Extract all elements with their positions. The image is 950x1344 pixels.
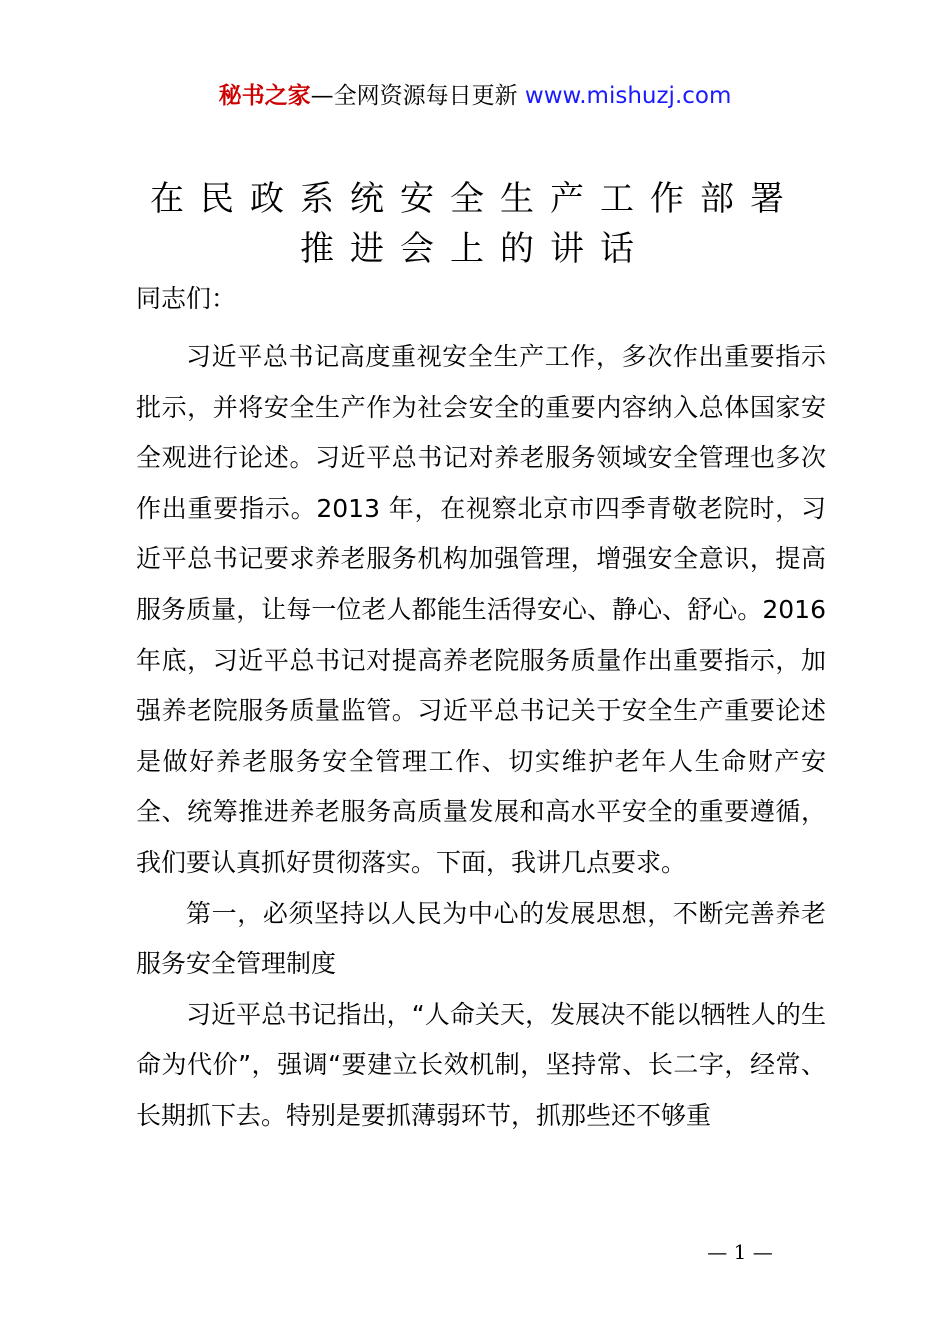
body-paragraph-3: 习近平总书记指出，“人命关天，发展决不能以牺牲人的生命为代价”，强调“要建立长效机制，坚持常、长二字，经常、长期抓下去。特别是要抓薄弱环节，抓那些还不够重 <box>136 999 826 1130</box>
document-title-line-2: 推进会上的讲话 <box>300 229 650 269</box>
site-url-link[interactable]: www.mishuzj.com <box>524 83 732 109</box>
document-title-line-1: 在民政系统安全生产工作部署 <box>150 179 800 219</box>
body-paragraph-2: 第一，必须坚持以人民为中心的发展思想，不断完善养老服务安全管理制度 <box>136 898 826 979</box>
body-paragraph-1: 习近平总书记高度重视安全生产工作，多次作出重要指示批示，并将安全生产作为社会安全的重要内容纳入总体国家安全观进行论述。习近平总书记对养老服务领域安全管理也多次作出重要指示。2013 年，在视察北京市四季青敬老院时，习近平总书记要求养老服务机构加强管理，增强安全意识，提高服务质量，让每一位老人都能生活得安心、静心、舒心。2016 年底，习近平总书记对提高养老院服务质量作出重要指示，加强养老院服务质量监管。习近平总书记关于安全生产重要论述是做好养老服务安全管理工作、切实维护老年人生命财产安全、统筹推进养老服务高质量发展和高水平安全的重要遵循，我们要认真抓好贯彻落实。下面，我讲几点要求。 <box>136 342 826 877</box>
document-body <box>136 332 826 1142</box>
page-number: — 1 — <box>707 1240 773 1264</box>
brand-name: 秘书之家 <box>218 83 311 109</box>
salutation: 同志们： <box>136 284 237 313</box>
site-header <box>0 80 950 112</box>
header-tagline: —全网资源每日更新 <box>310 83 518 109</box>
